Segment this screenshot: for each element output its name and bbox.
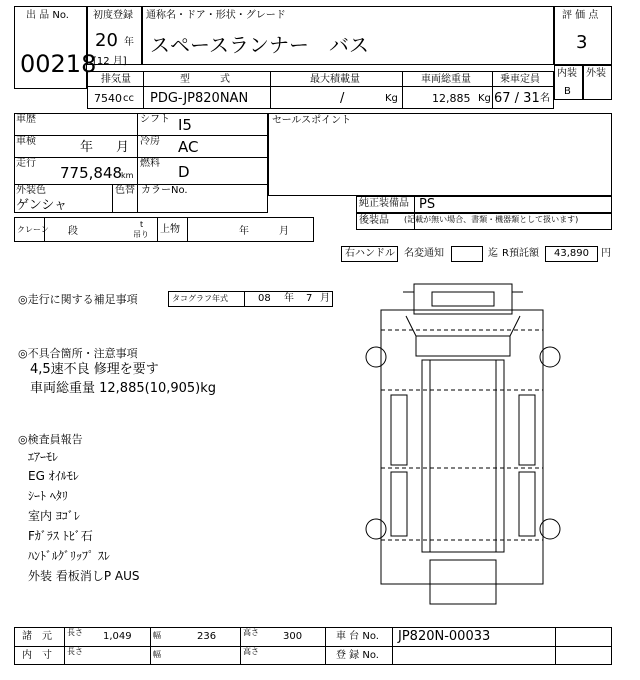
aftermarket-label: 後装品: [359, 215, 389, 226]
first-reg-year: 20: [95, 30, 118, 51]
upper-month: 月: [279, 226, 289, 237]
gross-weight-label: 車両総重量: [421, 74, 471, 85]
max-load-value: /: [340, 91, 345, 106]
inspection-year: 年: [80, 140, 94, 155]
year-unit: 年: [124, 37, 134, 48]
recycle-fee: 43,890: [554, 248, 589, 259]
interior-label: 内装: [557, 68, 577, 79]
crane-dan: 段: [68, 226, 78, 237]
tacho-year: 08: [258, 293, 271, 304]
inspector-item: ｼｰﾄ ﾍﾀﾘ: [28, 489, 68, 503]
width-label-inner: 幅: [153, 650, 161, 659]
shift-value: I5: [178, 116, 192, 134]
max-load-unit: Kg: [385, 93, 398, 104]
upper-year: 年: [239, 226, 249, 237]
width-value: 236: [197, 631, 217, 642]
gross-weight-value: 12,885: [432, 92, 471, 105]
chassis-label: 車 台 No.: [336, 631, 379, 642]
inspector-item: ﾊﾝﾄﾞﾙｸﾞﾘｯﾌﾟ ｽﾚ: [28, 549, 110, 563]
inspector-item: EG ｵｲﾙﾓﾚ: [28, 469, 79, 483]
defect-item: 4,5速不良 修理を要す: [30, 362, 159, 377]
front-grille: [432, 292, 494, 306]
height-label-inner: 高さ: [243, 647, 259, 656]
side-panel: [519, 472, 535, 536]
inspector-item: ｴｱｰﾓﾚ: [28, 450, 59, 464]
model-label: 通称名・ドア・形状・グレード: [146, 10, 286, 21]
interior-grade: B: [564, 86, 571, 97]
fuel-value: D: [178, 163, 190, 181]
history-label: 車歴: [16, 114, 36, 125]
mileage-notice-b: R預託額: [502, 248, 539, 259]
mileage-label: 走行: [16, 158, 36, 169]
mileage-unit: km: [121, 171, 134, 180]
displacement-unit: cc: [123, 93, 134, 104]
rhd-label: 右ハンドル: [345, 248, 395, 259]
shift-label: シフト: [140, 114, 170, 125]
rear-panel: [430, 560, 496, 604]
exterior-label: 外装: [586, 68, 606, 79]
inspector-item: Fｶﾞﾗｽ ﾄﾋﾞ石: [28, 529, 93, 543]
width-label: 幅: [153, 631, 161, 640]
gross-weight-unit: Kg: [478, 93, 491, 104]
supplement-title: ◎走行に関する補足事項: [18, 293, 138, 306]
grade-value: 3: [576, 32, 588, 53]
recycle-unit: 円: [601, 248, 611, 259]
model-name: スペースランナー バス: [150, 33, 369, 57]
defect-item: 車両総重量 12,885(10,905)kg: [30, 381, 217, 396]
side-panel: [519, 395, 535, 465]
crane-hanging: 吊り: [133, 230, 149, 239]
inspector-item: 室内 ﾖｺﾞﾚ: [28, 509, 80, 523]
displacement-label: 排気量: [101, 74, 131, 85]
tacho-year-unit: 年: [284, 293, 294, 304]
equipment-value: PS: [419, 197, 436, 212]
roof-panel: [422, 360, 504, 552]
ac-label: 冷房: [140, 136, 160, 147]
tacho-month-unit: 月: [320, 293, 330, 304]
color-code-label: カラーNo.: [141, 185, 188, 196]
displacement-value: 7540: [94, 92, 122, 105]
inner-label: 内 寸: [22, 650, 52, 661]
notice-label: 名変通知: [404, 248, 444, 259]
lot-no-label: 出 品 No.: [26, 10, 69, 21]
chassis-no: JP820N-00033: [398, 629, 491, 644]
capacity-label: 乗車定員: [500, 74, 540, 85]
side-panel: [391, 395, 407, 465]
length-value: 1,049: [103, 631, 132, 642]
capacity-value: 67 / 31: [494, 91, 540, 106]
type-label: 型 式: [180, 74, 230, 85]
crane-t: t: [140, 220, 144, 229]
type-code: PDG-JP820NAN: [150, 91, 249, 106]
inspector-item: 外装 看板消しP AUS: [28, 569, 140, 583]
first-reg-label: 初度登録: [93, 10, 133, 21]
height-value: 300: [283, 631, 303, 642]
grade-label: 評 価 点: [562, 10, 599, 21]
aftermarket-note: (記載が無い場合、書類・機器類として扱います): [404, 215, 579, 224]
length-label: 長さ: [67, 628, 83, 637]
mileage-value: 775,848: [60, 164, 123, 182]
equipment-label: 純正装備品: [359, 198, 409, 209]
defects-title: ◎不具合箇所・注意事項: [18, 347, 138, 360]
first-reg-month: [12 月]: [93, 56, 127, 67]
max-load-label: 最大積載量: [310, 74, 360, 85]
lot-no: 00218: [20, 50, 97, 78]
height-label: 高さ: [243, 628, 259, 637]
length-label-inner: 長さ: [67, 647, 83, 656]
ac-value: AC: [178, 138, 199, 156]
color-no-label: 色替: [115, 185, 135, 196]
tacho-label: タコグラフ年式: [172, 294, 228, 303]
wheel-front-left: [366, 347, 386, 367]
mileage-notice-a: 迄: [488, 248, 498, 259]
outer-label: 諸 元: [22, 631, 52, 642]
side-panel: [391, 472, 407, 536]
fuel-label: 燃料: [140, 158, 160, 169]
upper-label: 上物: [160, 224, 180, 235]
reg-label: 登 録 No.: [336, 650, 379, 661]
capacity-unit: 名: [540, 93, 550, 104]
inspection-month: 月: [116, 140, 130, 155]
inspector-title: ◎検査員報告: [18, 433, 83, 446]
crane-label: クレーン: [17, 225, 49, 234]
inspection-label: 車検: [16, 136, 36, 147]
ext-color-value: ゲンシャ: [16, 198, 68, 213]
wheel-rear-left: [366, 519, 386, 539]
ext-color-label: 外装色: [16, 185, 46, 196]
sales-point-label: セールスポイント: [272, 115, 352, 126]
tacho-month: 7: [306, 293, 313, 304]
